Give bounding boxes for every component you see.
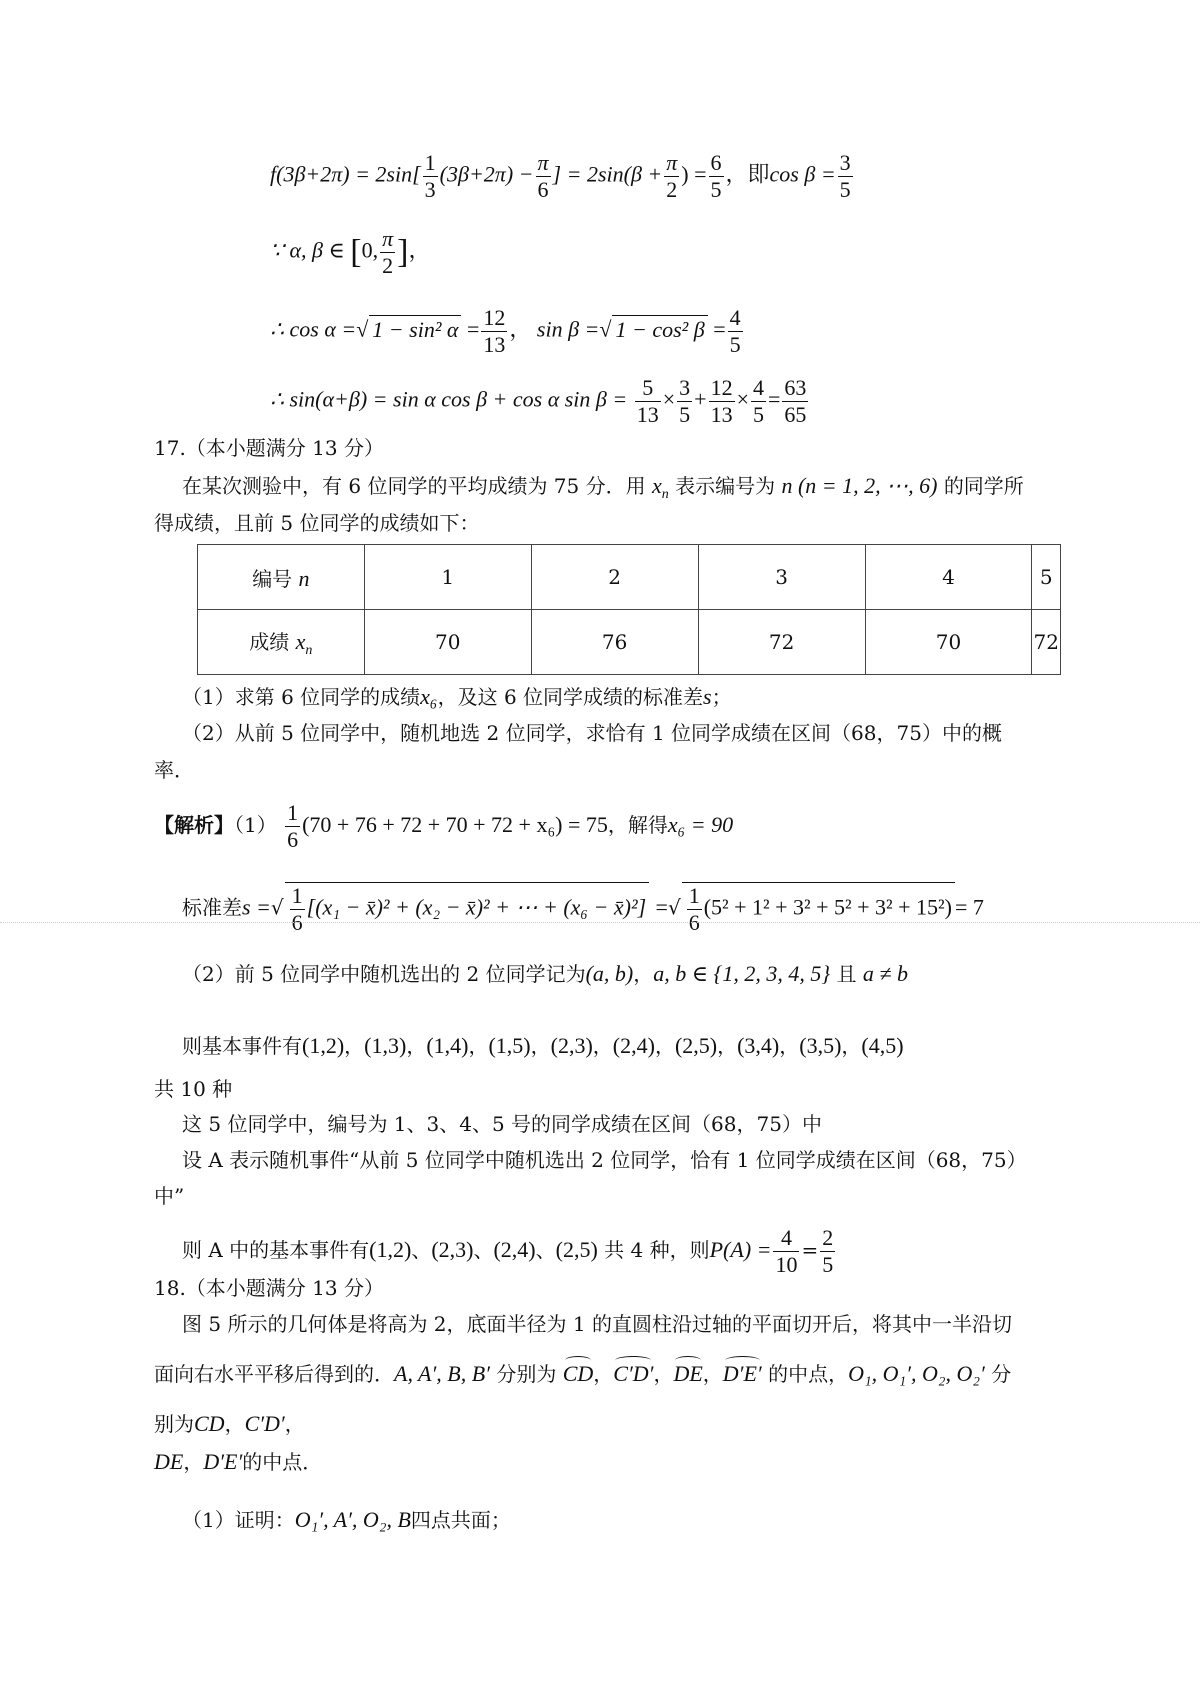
q17-p1-c: ； xyxy=(711,685,732,709)
expr-mid2: ] = 2sin(β + xyxy=(552,161,663,187)
sd-frac-2: $\frac{1}{6}$ xyxy=(688,883,700,935)
sol2-c: 且 xyxy=(836,962,857,986)
frac-5-13: $\frac{5}{13}$ xyxy=(636,375,659,427)
q17-sol2 xyxy=(182,960,908,988)
table-cell-label: 成绩 $x_n$ xyxy=(198,610,365,675)
q17-solution-1 xyxy=(154,800,733,853)
frac-4-5: $\frac{4}{5}$ xyxy=(729,305,741,357)
q18-stem2: 面向右水平平移后得到的．A, A′, B, B′ 分别为 CD，C′D′，DE，D′E′ 的中点，O₁, O₁′, O₂, O₂′ 分 xyxy=(154,1361,1012,1386)
sd-sqrt-2: $\frac{1}{6}$ (5² + 1² + 3² + 5² + 3² + 15²) xyxy=(682,882,955,936)
q17-events: 则基本事件有(1,2)，(1,3)，(1,4)，(1,5)，(2,3)，(2,4)，(2,5)，(3,4)，(3,5)，(4,5) xyxy=(182,1033,904,1058)
seg-d2e2: D′E′ xyxy=(203,1449,243,1474)
q17-line-b2: 中” xyxy=(154,1184,185,1208)
points-o: O₁, O₁′, O₂, O₂′ xyxy=(848,1361,985,1386)
expr-mid3: ) = xyxy=(681,161,707,187)
table-cell: 70 xyxy=(865,610,1032,675)
q17-part2: （2）从前 5 位同学中，随机地选 2 位同学，求恰有 1 位同学成绩在区间（68，75）中的概 xyxy=(182,721,1002,745)
seg-de: DE xyxy=(154,1449,184,1474)
q17-p1-b: ，及这 6 位同学成绩的标准差 xyxy=(437,685,704,709)
event: (2,4) xyxy=(493,1237,536,1262)
frac-1-3: $\frac{1}{3}$ xyxy=(424,150,436,202)
q17-stem1-b: 表示编号为 xyxy=(675,474,776,498)
sol2-ab: (a, b) xyxy=(585,961,634,986)
frac-1-6: $\frac{1}{6}$ xyxy=(287,800,299,852)
expr-range-lo: 0, xyxy=(361,237,379,263)
expr-cos-alpha: ∴ cos α = xyxy=(270,316,357,342)
sd-s: s = xyxy=(242,894,271,920)
sd-frac-1: $\frac{1}{6}$ xyxy=(291,883,303,935)
sol2-neq: a ≠ b xyxy=(862,961,908,986)
xn-var: x xyxy=(651,473,662,498)
q17-header: 17.（本小题满分 13 分） xyxy=(154,436,384,460)
expr-mid: (3β+2π) − xyxy=(439,161,534,187)
equals: = xyxy=(466,316,480,342)
q18-header: 18.（本小题满分 13 分） xyxy=(154,1276,384,1300)
expr-f: f(3β+2π) = 2sin[ xyxy=(270,161,421,187)
expr-sin-sum: ∴ sin(α+β) = sin α cos β + cos α sin β = xyxy=(270,386,628,412)
sol1-a: （1） xyxy=(234,813,277,837)
q17-stem1 xyxy=(182,472,1024,509)
solution16-line2 xyxy=(270,226,431,279)
table-cell: 2 xyxy=(531,545,698,610)
table-cell: 3 xyxy=(698,545,865,610)
frac-pi-2-range: $\frac{\pi}{2}$ xyxy=(382,226,394,278)
frac-6-5: $\frac{6}{5}$ xyxy=(710,150,722,202)
arc-cd: CD xyxy=(562,1361,594,1386)
frac-pi-2: $\frac{\pi}{2}$ xyxy=(666,150,678,202)
frac-12-13-b: $\frac{12}{13}$ xyxy=(710,375,733,427)
expr-sin-beta: sin β = xyxy=(536,316,600,342)
solution16-line3: ∴ cos α =√ 1 − sin² α = $\frac{12}{13}$ ， sin β =√ 1 − cos² β = $\frac{4}{5}$ xyxy=(270,305,741,357)
seg-cd: CD xyxy=(194,1411,225,1436)
expr-cos-beta: cos β = xyxy=(769,161,836,187)
q18-stem2-d: 分 xyxy=(991,1362,1012,1386)
q17-part2-b: 率． xyxy=(154,758,194,782)
event: (2,5) xyxy=(674,1033,718,1058)
event: (1,2) xyxy=(302,1033,345,1058)
event: (1,5) xyxy=(488,1033,531,1058)
frac-3-5: $\frac{3}{5}$ xyxy=(839,150,851,202)
events-pre: 则基本事件有 xyxy=(182,1034,302,1058)
arc-d2e2: D′E′ xyxy=(722,1361,762,1386)
q18-stem2-b: 分别为 xyxy=(496,1362,557,1386)
q18-points: O₁′, A′, O₂, B xyxy=(294,1507,411,1532)
q18-stem2-a: 面向右水平平移后得到的． xyxy=(154,1362,394,1386)
sqrt-1: 1 − sin² α xyxy=(369,315,461,344)
points-a-b: A, A′, B, B′ xyxy=(394,1361,490,1386)
sd-label: 标准差 xyxy=(182,895,242,920)
table-cell: 72 xyxy=(698,610,865,675)
text-ji: ，即 xyxy=(725,161,770,187)
sep: ， xyxy=(509,316,532,342)
sol1-result: x₆ = 90 xyxy=(667,812,734,837)
q18-stem4-b: 的中点． xyxy=(242,1450,323,1474)
event: (1,2) xyxy=(369,1237,412,1262)
q17-sd-line: 标准差s =√ $\frac{1}{6}$ [(x₁ − x̄)² + (x₂ − x̄)² + ⋯ + (x₆ − x̄)²] =√ $\frac{1}{6}$ (5² + 1² + 3² + 5² + 3² + 15²) = 7 xyxy=(182,883,984,935)
event: (4,5) xyxy=(861,1033,904,1058)
x6: x₆ xyxy=(420,684,438,709)
frac-3-5-b: $\frac{3}{5}$ xyxy=(679,375,691,427)
table-cell: 5 xyxy=(1032,545,1061,610)
table-row xyxy=(198,610,1061,675)
frac-4-10: $\frac{4}{10}$ xyxy=(775,1225,798,1277)
q17-line-c: 则 A 中的基本事件有(1,2)、(2,3)、(2,4)、(2,5) 共 4 种，则P(A) = $\frac{4}{10}$ = $\frac{2}{5}$ xyxy=(182,1225,834,1277)
arc-de: DE xyxy=(673,1361,703,1386)
sqrt-2: 1 − cos² β xyxy=(612,315,707,344)
table-cell: 4 xyxy=(865,545,1032,610)
frac-2-5: $\frac{2}{5}$ xyxy=(822,1225,834,1277)
event: (2,4) xyxy=(612,1033,655,1058)
frac-12-13: $\frac{12}{13}$ xyxy=(483,305,506,357)
xn-sub: n xyxy=(661,487,669,502)
sol2-a: （2）前 5 位同学中随机选出的 2 位同学记为 xyxy=(182,962,586,986)
sd-result: = 7 xyxy=(954,894,984,920)
equals-2: = xyxy=(713,316,726,342)
sol1-expr: (70 + 76 + 72 + 70 + 72 + x₆) = 75 xyxy=(302,812,608,837)
page-divider xyxy=(0,922,1200,923)
sol1-b: ，解得 xyxy=(607,813,668,837)
event: (1,3) xyxy=(364,1033,407,1058)
table-cell: 70 xyxy=(364,610,531,675)
q17-events-count: 共 10 种 xyxy=(154,1077,233,1101)
arc-c2d2: C′D′ xyxy=(613,1361,654,1386)
sol2-b: ， xyxy=(633,962,654,986)
q18-stem1: 图 5 所示的几何体是将高为 2，底面半径为 1 的直圆柱沿过轴的平面切开后，将其中一半沿切 xyxy=(182,1312,1012,1336)
q17-line-b1: 设 A 表示随机事件“从前 5 位同学中随机选出 2 位同学，恰有 1 位同学成绩在区间（68，75） xyxy=(182,1148,1027,1172)
frac-pi-6: $\frac{\pi}{6}$ xyxy=(537,150,549,202)
table-cell-label: 编号 n xyxy=(198,545,365,610)
bracket-right: ] xyxy=(397,233,409,271)
q17-stem1-text: 在某次测验中，有 6 位同学的平均成绩为 75 分．用 xyxy=(182,474,646,498)
table-cell: 76 xyxy=(531,610,698,675)
line-c-mid: 共 4 种，则 xyxy=(604,1238,710,1262)
expr-range-pre: ∵ α, β ∈ xyxy=(270,237,345,263)
q18-part1 xyxy=(182,1506,511,1534)
comma: ， xyxy=(408,237,431,263)
solution16-line1 xyxy=(270,150,855,203)
event: (3,5) xyxy=(799,1033,842,1058)
q18-p1-a: （1）证明： xyxy=(182,1508,295,1532)
q18-stem2-c: 的中点， xyxy=(768,1362,849,1386)
q17-p1-a: （1）求第 6 位同学的成绩 xyxy=(182,685,421,709)
solution16-line4: ∴ sin(α+β) = sin α cos β + cos α sin β = $\frac{5}{13}$ × $\frac{3}{5}$ + $\frac{12}{13}$ × $\frac{4}{5}$ = $\frac{63}{65}$ xyxy=(270,375,807,427)
sol2-set: a, b ∈ {1, 2, 3, 4, 5} xyxy=(653,961,831,986)
solution-label: 【解析】 xyxy=(154,813,234,837)
frac-63-65: $\frac{63}{65}$ xyxy=(784,375,807,427)
seg-c2d2: C′D′ xyxy=(244,1411,285,1436)
s-var: s xyxy=(703,684,712,709)
prob-a: P(A) = xyxy=(709,1237,772,1262)
q17-stem2: 得成绩，且前 5 位同学的成绩如下： xyxy=(154,511,480,535)
scores-table xyxy=(197,544,1061,675)
event: (2,3) xyxy=(431,1237,474,1262)
table-row xyxy=(198,545,1061,610)
line-c-pre: 则 A 中的基本事件有 xyxy=(182,1238,370,1262)
bracket-left: [ xyxy=(350,233,362,271)
table-cell: 1 xyxy=(364,545,531,610)
q18-stem3-a: 别为 xyxy=(154,1412,194,1436)
event: (2,5) xyxy=(555,1237,598,1262)
q17-stem1-c: 的同学所 xyxy=(943,474,1024,498)
sd-eq: = xyxy=(655,894,668,920)
q18-stem3: 别为CD，C′D′， xyxy=(154,1411,305,1436)
event: (3,4) xyxy=(737,1033,780,1058)
q18-stem4: DE，D′E′的中点． xyxy=(154,1449,323,1474)
sd-sqrt-1: $\frac{1}{6}$ [(x₁ − x̄)² + (x₂ − x̄)² + ⋯ + (x₆ − x̄)²] xyxy=(285,882,649,936)
frac-4-5-b: $\frac{4}{5}$ xyxy=(753,375,764,427)
n-range: n (n = 1, 2, ⋯, 6) xyxy=(781,473,938,498)
q17-part1 xyxy=(182,683,732,711)
event: (2,3) xyxy=(550,1033,593,1058)
q18-p1-b: 四点共面； xyxy=(410,1508,511,1532)
table-cell: 72 xyxy=(1032,610,1061,675)
q17-line-a: 这 5 位同学中，编号为 1、3、4、5 号的同学成绩在区间（68，75）中 xyxy=(182,1112,822,1136)
event: (1,4) xyxy=(426,1033,469,1058)
